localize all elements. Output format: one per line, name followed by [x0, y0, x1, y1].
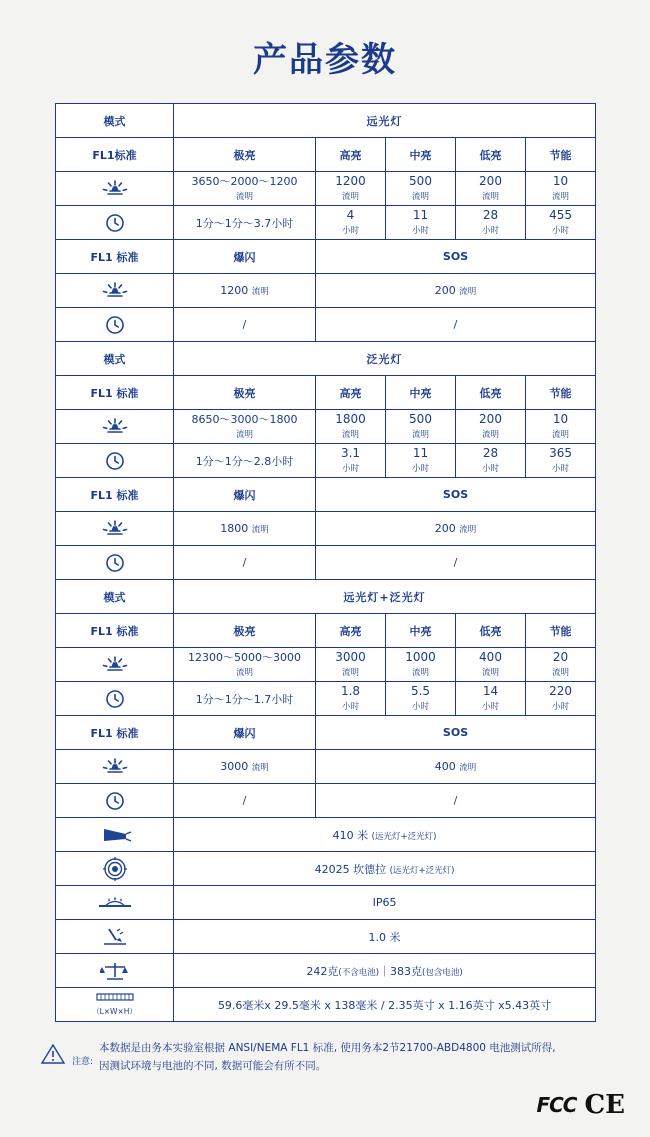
- page-title: 产品参数: [253, 40, 397, 80]
- label-fl1: FL1 标准: [56, 240, 174, 274]
- runtime-turbo-combo: 1分～1分～1.7小时: [174, 682, 316, 716]
- runtime-mid-spot: 11 小时: [386, 206, 456, 240]
- ce-mark: CE: [584, 1089, 625, 1120]
- lumen-icon: [56, 410, 174, 444]
- col-header-strobe: 爆闪: [174, 716, 316, 750]
- dimensions-icon: [56, 988, 174, 1022]
- table-row: [56, 818, 596, 852]
- col-header-turbo: 极亮: [174, 376, 316, 410]
- runtime-eco-flood: 365 小时: [526, 444, 596, 478]
- strobe-output-spot: 1200 流明: [174, 274, 316, 308]
- label-fl1: FL1标准: [56, 138, 174, 172]
- runtime-mid-flood: 11 小时: [386, 444, 456, 478]
- sos-runtime-spot: /: [316, 308, 596, 342]
- label-mode: 模式: [56, 342, 174, 376]
- lumen-icon: [56, 274, 174, 308]
- output-eco-spot: 10 流明: [526, 172, 596, 206]
- footer-note: [40, 1032, 610, 1076]
- table-row: [56, 512, 596, 546]
- runtime-low-flood: 28 小时: [456, 444, 526, 478]
- table-row: [56, 784, 596, 818]
- waterproof-icon: [56, 886, 174, 920]
- impact-resistance-icon: [56, 920, 174, 954]
- runtime-clock-icon: [56, 206, 174, 240]
- output-high-flood: 1800 流明: [316, 410, 386, 444]
- dimensions-label: （L×W×H）: [92, 1007, 137, 1016]
- note-text: [99, 1040, 556, 1076]
- table-row: [56, 954, 596, 988]
- table-row: [56, 614, 596, 648]
- note-label: 注意:: [72, 1057, 94, 1067]
- col-header-eco: 节能: [526, 138, 596, 172]
- runtime-low-combo: 14 小时: [456, 682, 526, 716]
- spec-waterproof: IP65: [174, 886, 596, 920]
- table-row: [56, 138, 596, 172]
- col-header-low: 低亮: [456, 138, 526, 172]
- output-turbo-spot: 3650～2000～1200 流明: [174, 172, 316, 206]
- table-row: [56, 988, 596, 1022]
- lumen-icon: [56, 172, 174, 206]
- table-row: [56, 308, 596, 342]
- table-row: [56, 920, 596, 954]
- col-header-mid: 中亮: [386, 376, 456, 410]
- output-eco-flood: 10 流明: [526, 410, 596, 444]
- fcc-mark: FCC: [536, 1092, 577, 1117]
- runtime-clock-icon: [56, 444, 174, 478]
- runtime-eco-spot: 455 小时: [526, 206, 596, 240]
- runtime-clock-icon: [56, 784, 174, 818]
- table-row: [56, 342, 596, 376]
- output-turbo-combo: 12300～5000～3000 流明: [174, 648, 316, 682]
- strobe-runtime-combo: /: [174, 784, 316, 818]
- table-row: [56, 206, 596, 240]
- runtime-mid-combo: 5.5 小时: [386, 682, 456, 716]
- output-low-combo: 400 流明: [456, 648, 526, 682]
- table-row: [56, 410, 596, 444]
- sos-output-flood: 200 流明: [316, 512, 596, 546]
- label-fl1: FL1 标准: [56, 478, 174, 512]
- output-turbo-flood: 8650～3000～1800 流明: [174, 410, 316, 444]
- output-mid-flood: 500 流明: [386, 410, 456, 444]
- output-high-combo: 3000 流明: [316, 648, 386, 682]
- table-row: [56, 648, 596, 682]
- lumen-icon: [56, 648, 174, 682]
- strobe-runtime-flood: /: [174, 546, 316, 580]
- section-title-combo: 远光灯+泛光灯: [174, 580, 596, 614]
- col-header-mid: 中亮: [386, 138, 456, 172]
- beam-distance-icon: [56, 818, 174, 852]
- sos-output-combo: 400 流明: [316, 750, 596, 784]
- col-header-strobe: 爆闪: [174, 240, 316, 274]
- col-header-high: 高亮: [316, 614, 386, 648]
- spec-table-wrapper: [55, 103, 595, 1022]
- col-header-turbo: 极亮: [174, 138, 316, 172]
- sos-runtime-flood: /: [316, 546, 596, 580]
- table-row: [56, 240, 596, 274]
- sos-runtime-combo: /: [316, 784, 596, 818]
- spec-impact: 1.0 米: [174, 920, 596, 954]
- col-header-low: 低亮: [456, 614, 526, 648]
- weight-icon: [56, 954, 174, 988]
- table-row: [56, 478, 596, 512]
- col-header-high: 高亮: [316, 138, 386, 172]
- spec-peak-intensity: 42025 坎德拉 (远光灯+泛光灯): [174, 852, 596, 886]
- output-mid-combo: 1000 流明: [386, 648, 456, 682]
- strobe-runtime-spot: /: [174, 308, 316, 342]
- label-mode: 模式: [56, 580, 174, 614]
- sos-output-spot: 200 流明: [316, 274, 596, 308]
- col-header-sos: SOS: [316, 478, 596, 512]
- col-header-low: 低亮: [456, 376, 526, 410]
- col-header-high: 高亮: [316, 376, 386, 410]
- col-header-mid: 中亮: [386, 614, 456, 648]
- runtime-clock-icon: [56, 682, 174, 716]
- label-fl1: FL1 标准: [56, 716, 174, 750]
- table-row: [56, 172, 596, 206]
- warning-icon: [40, 1040, 66, 1066]
- col-header-sos: SOS: [316, 716, 596, 750]
- strobe-output-combo: 3000 流明: [174, 750, 316, 784]
- runtime-high-flood: 3.1 小时: [316, 444, 386, 478]
- peak-intensity-icon: [56, 852, 174, 886]
- lumen-icon: [56, 750, 174, 784]
- lumen-icon: [56, 512, 174, 546]
- col-header-eco: 节能: [526, 614, 596, 648]
- runtime-clock-icon: [56, 546, 174, 580]
- runtime-high-spot: 4 小时: [316, 206, 386, 240]
- runtime-eco-combo: 220 小时: [526, 682, 596, 716]
- output-mid-spot: 500 流明: [386, 172, 456, 206]
- spec-table: [55, 103, 596, 1022]
- col-header-turbo: 极亮: [174, 614, 316, 648]
- strobe-output-flood: 1800 流明: [174, 512, 316, 546]
- table-row: [56, 546, 596, 580]
- output-high-spot: 1200 流明: [316, 172, 386, 206]
- section-title-flood: 泛光灯: [174, 342, 596, 376]
- runtime-high-combo: 1.8 小时: [316, 682, 386, 716]
- table-row: [56, 274, 596, 308]
- spec-weight: 242克(不含电池)｜383克(包含电池): [174, 954, 596, 988]
- note-line-2: 因测试环境与电池的不同, 数据可能会有所不同。: [99, 1059, 327, 1072]
- runtime-turbo-spot: 1分～1分～3.7小时: [174, 206, 316, 240]
- table-row: [56, 580, 596, 614]
- label-fl1: FL1 标准: [56, 614, 174, 648]
- label-mode: 模式: [56, 104, 174, 138]
- certification-marks: [25, 1090, 625, 1134]
- table-row: [56, 852, 596, 886]
- table-row: [56, 104, 596, 138]
- spec-beam-distance: 410 米 (远光灯+泛光灯): [174, 818, 596, 852]
- col-header-strobe: 爆闪: [174, 478, 316, 512]
- runtime-clock-icon: [56, 308, 174, 342]
- note-line-1: 本数据是由务本实验室根据 ANSI/NEMA FL1 标准, 使用务本2节21700-ABD4800 电池测试所得,: [99, 1042, 556, 1054]
- table-row: [56, 886, 596, 920]
- spec-dimensions: 59.6毫米x 29.5毫米 x 138毫米 / 2.35英寸 x 1.16英寸 x5.43英寸: [174, 988, 596, 1022]
- output-low-flood: 200 流明: [456, 410, 526, 444]
- table-row: [56, 682, 596, 716]
- runtime-turbo-flood: 1分～1分～2.8小时: [174, 444, 316, 478]
- table-row: [56, 750, 596, 784]
- runtime-low-spot: 28 小时: [456, 206, 526, 240]
- output-low-spot: 200 流明: [456, 172, 526, 206]
- section-title-spot: 远光灯: [174, 104, 596, 138]
- col-header-sos: SOS: [316, 240, 596, 274]
- table-row: [56, 716, 596, 750]
- col-header-eco: 节能: [526, 376, 596, 410]
- table-row: [56, 376, 596, 410]
- label-fl1: FL1 标准: [56, 376, 174, 410]
- output-eco-combo: 20 流明: [526, 648, 596, 682]
- table-row: [56, 444, 596, 478]
